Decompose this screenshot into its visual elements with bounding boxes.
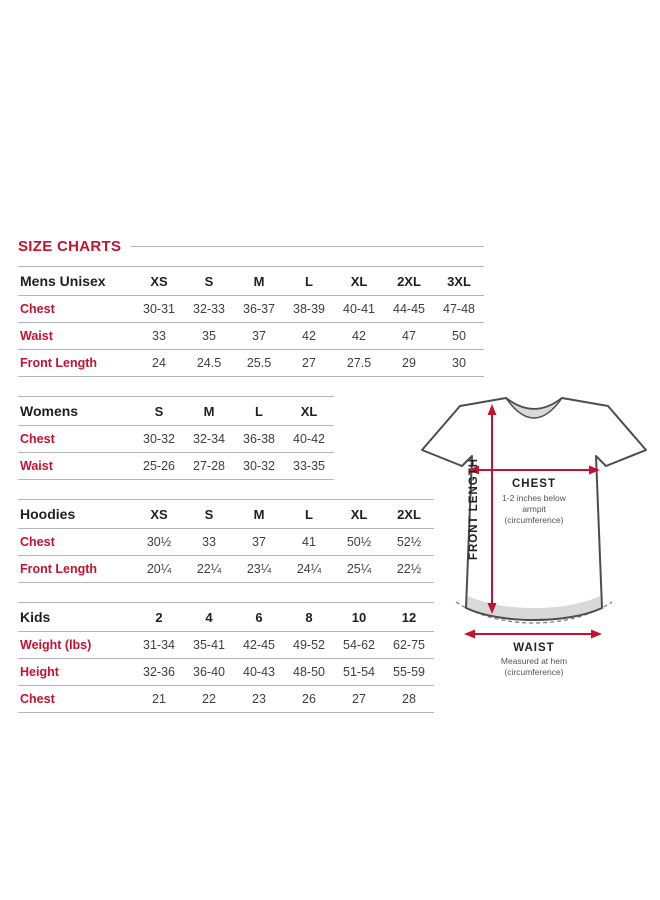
column-header: L bbox=[234, 397, 284, 426]
chest-measure-note: 1-2 inches below armpit (circumference) bbox=[502, 493, 566, 526]
table-row bbox=[18, 686, 434, 713]
size-cell: 32-36 bbox=[134, 659, 184, 686]
table-row bbox=[18, 453, 334, 480]
table-title-womens: Womens bbox=[18, 397, 134, 426]
row-label: Chest bbox=[18, 686, 134, 713]
size-cell: 35 bbox=[184, 323, 234, 350]
row-label: Chest bbox=[18, 296, 134, 323]
size-cell: 21 bbox=[134, 686, 184, 713]
size-table-womens bbox=[18, 396, 334, 480]
size-cell: 27.5 bbox=[334, 350, 384, 377]
page-title: SIZE CHARTS bbox=[18, 238, 122, 255]
size-cell: 22½ bbox=[384, 556, 434, 583]
chest-measure-label: CHEST bbox=[512, 478, 556, 490]
column-header: 2XL bbox=[384, 500, 434, 529]
size-cell: 54-62 bbox=[334, 632, 384, 659]
row-label: Chest bbox=[18, 529, 134, 556]
size-cell: 49-52 bbox=[284, 632, 334, 659]
table-row bbox=[18, 659, 434, 686]
size-cell: 42-45 bbox=[234, 632, 284, 659]
size-cell: 25¼ bbox=[334, 556, 384, 583]
table-header-row bbox=[18, 397, 334, 426]
size-cell: 32-34 bbox=[184, 426, 234, 453]
column-header: M bbox=[234, 267, 284, 296]
size-cell: 40-41 bbox=[334, 296, 384, 323]
waist-measure-label: WAIST bbox=[513, 642, 555, 654]
size-cell: 38-39 bbox=[284, 296, 334, 323]
column-header: 12 bbox=[384, 603, 434, 632]
size-table-kids bbox=[18, 602, 434, 713]
size-cell: 51-54 bbox=[334, 659, 384, 686]
size-cell: 20¼ bbox=[134, 556, 184, 583]
size-cell: 33 bbox=[134, 323, 184, 350]
table-row bbox=[18, 296, 484, 323]
row-label: Height bbox=[18, 659, 134, 686]
waist-arrow bbox=[464, 630, 602, 639]
row-label: Chest bbox=[18, 426, 134, 453]
column-header: S bbox=[184, 500, 234, 529]
tshirt-outline-graphic bbox=[412, 386, 656, 680]
size-cell: 24 bbox=[134, 350, 184, 377]
size-cell: 30½ bbox=[134, 529, 184, 556]
column-header: L bbox=[284, 267, 334, 296]
heading-row bbox=[18, 238, 484, 255]
waist-measure-note: Measured at hem (circumference) bbox=[500, 656, 568, 678]
table-row bbox=[18, 426, 334, 453]
size-table-hoodies bbox=[18, 499, 434, 583]
size-cell: 52½ bbox=[384, 529, 434, 556]
size-cell: 27 bbox=[284, 350, 334, 377]
table-header-row bbox=[18, 603, 434, 632]
size-cell: 31-34 bbox=[134, 632, 184, 659]
size-cell: 32-33 bbox=[184, 296, 234, 323]
size-cell: 37 bbox=[234, 323, 284, 350]
size-cell: 40-43 bbox=[234, 659, 284, 686]
column-header: 6 bbox=[234, 603, 284, 632]
size-cell: 36-37 bbox=[234, 296, 284, 323]
size-cell: 48-50 bbox=[284, 659, 334, 686]
size-cell: 25.5 bbox=[234, 350, 284, 377]
size-table-mens-unisex bbox=[18, 266, 484, 377]
size-cell: 22 bbox=[184, 686, 234, 713]
column-header: 8 bbox=[284, 603, 334, 632]
table-title-mens-unisex: Mens Unisex bbox=[18, 267, 134, 296]
size-cell: 30-32 bbox=[134, 426, 184, 453]
size-cell: 29 bbox=[384, 350, 434, 377]
size-cell: 26 bbox=[284, 686, 334, 713]
size-cell: 47 bbox=[384, 323, 434, 350]
size-cell: 23 bbox=[234, 686, 284, 713]
column-header: S bbox=[134, 397, 184, 426]
column-header: 2XL bbox=[384, 267, 434, 296]
size-cell: 22¼ bbox=[184, 556, 234, 583]
size-cell: 47-48 bbox=[434, 296, 484, 323]
tshirt-measurement-diagram bbox=[412, 386, 656, 680]
column-header: XL bbox=[334, 267, 384, 296]
size-cell: 23¼ bbox=[234, 556, 284, 583]
size-cell: 30-31 bbox=[134, 296, 184, 323]
column-header: S bbox=[184, 267, 234, 296]
size-cell: 30 bbox=[434, 350, 484, 377]
size-cell: 28 bbox=[384, 686, 434, 713]
size-cell: 36-38 bbox=[234, 426, 284, 453]
table-header-row bbox=[18, 500, 434, 529]
table-row bbox=[18, 350, 484, 377]
heading-divider bbox=[131, 246, 484, 247]
table-header-row bbox=[18, 267, 484, 296]
row-label: Waist bbox=[18, 323, 134, 350]
size-cell: 50 bbox=[434, 323, 484, 350]
size-cell: 33-35 bbox=[284, 453, 334, 480]
size-cell: 24¼ bbox=[284, 556, 334, 583]
column-header: XS bbox=[134, 267, 184, 296]
size-cell: 55-59 bbox=[384, 659, 434, 686]
table-title-kids: Kids bbox=[18, 603, 134, 632]
size-cell: 41 bbox=[284, 529, 334, 556]
size-cell: 42 bbox=[284, 323, 334, 350]
table-title-hoodies: Hoodies bbox=[18, 500, 134, 529]
column-header: M bbox=[184, 397, 234, 426]
column-header: XL bbox=[284, 397, 334, 426]
row-label: Waist bbox=[18, 453, 134, 480]
size-cell: 27 bbox=[334, 686, 384, 713]
size-cell: 50½ bbox=[334, 529, 384, 556]
row-label: Front Length bbox=[18, 556, 134, 583]
size-cell: 36-40 bbox=[184, 659, 234, 686]
size-cell: 24.5 bbox=[184, 350, 234, 377]
size-cell: 35-41 bbox=[184, 632, 234, 659]
column-header: 10 bbox=[334, 603, 384, 632]
row-label: Front Length bbox=[18, 350, 134, 377]
front-length-measure-label: FRONT LENGTH bbox=[468, 457, 480, 561]
column-header: M bbox=[234, 500, 284, 529]
size-cell: 33 bbox=[184, 529, 234, 556]
size-cell: 30-32 bbox=[234, 453, 284, 480]
size-cell: 37 bbox=[234, 529, 284, 556]
table-row bbox=[18, 556, 434, 583]
table-row bbox=[18, 323, 484, 350]
column-header: XL bbox=[334, 500, 384, 529]
size-cell: 25-26 bbox=[134, 453, 184, 480]
row-label: Weight (lbs) bbox=[18, 632, 134, 659]
size-cell: 40-42 bbox=[284, 426, 334, 453]
column-header: 3XL bbox=[434, 267, 484, 296]
size-cell: 27-28 bbox=[184, 453, 234, 480]
column-header: L bbox=[284, 500, 334, 529]
column-header: 4 bbox=[184, 603, 234, 632]
table-row bbox=[18, 632, 434, 659]
size-cell: 42 bbox=[334, 323, 384, 350]
column-header: XS bbox=[134, 500, 184, 529]
size-cell: 44-45 bbox=[384, 296, 434, 323]
column-header: 2 bbox=[134, 603, 184, 632]
size-cell: 62-75 bbox=[384, 632, 434, 659]
table-row bbox=[18, 529, 434, 556]
